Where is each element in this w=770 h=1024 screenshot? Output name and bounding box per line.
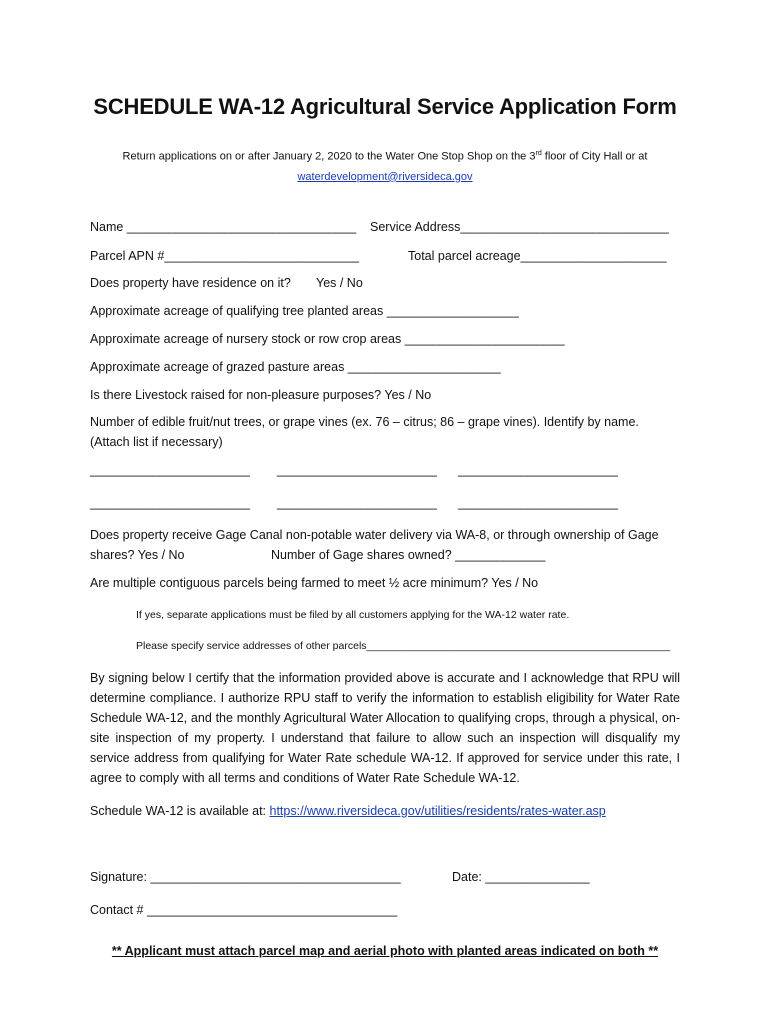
residence-options[interactable]: Yes / No	[316, 276, 363, 290]
contact-field[interactable]: Contact # ____________________________________	[90, 903, 398, 917]
contiguous-question[interactable]: Are multiple contiguous parcels being farmed to meet ½ acre minimum? Yes / No	[90, 576, 539, 590]
signature-field[interactable]: Signature: ____________________________________	[90, 870, 401, 884]
service-address-field[interactable]: Service Address______________________________	[370, 220, 669, 234]
grazed-acreage-field[interactable]: Approximate acreage of grazed pasture areas ______________________	[90, 360, 501, 374]
intro-text-post: floor of City Hall or at	[541, 150, 648, 163]
schedule-availability	[90, 804, 606, 818]
tree-entry-blank[interactable]: _______________________	[277, 463, 437, 477]
tree-entry-blank[interactable]: _______________________	[458, 463, 618, 477]
intro-text	[0, 144, 770, 187]
tree-entry-blank[interactable]: _______________________	[277, 496, 437, 510]
date-field[interactable]: Date: _______________	[452, 870, 590, 884]
parcel-apn-field[interactable]: Parcel APN #____________________________	[90, 249, 359, 263]
tree-entry-blank[interactable]: _______________________	[90, 496, 250, 510]
email-link[interactable]: waterdevelopment@riversideca.gov	[297, 170, 473, 183]
form-title: SCHEDULE WA-12 Agricultural Service Application Form	[93, 94, 677, 119]
if-yes-note: If yes, separate applications must be filed by all customers applying for the WA-12 water rate.	[136, 609, 570, 621]
trees-question-line1: Number of edible fruit/nut trees, or grape vines (ex. 76 – citrus; 86 – grape vines). Identify by name.	[90, 415, 639, 429]
other-parcels-field[interactable]: Please specify service addresses of other parcels____________________________________________________	[136, 640, 671, 652]
total-acreage-field[interactable]: Total parcel acreage_____________________	[408, 249, 667, 263]
tree-entry-blank[interactable]: _______________________	[90, 463, 250, 477]
nursery-acreage-field[interactable]: Approximate acreage of nursery stock or row crop areas _______________________	[90, 332, 565, 346]
tree-entry-blank[interactable]: _______________________	[458, 496, 618, 510]
intro-text-pre: Return applications on or after January 2, 2020 to the Water One Stop Shop on the 3	[122, 150, 536, 163]
attachment-requirement-note: ** Applicant must attach parcel map and aerial photo with planted areas indicated on both **	[111, 944, 659, 958]
schedule-label: Schedule WA-12 is available at:	[90, 804, 270, 818]
trees-question-line2: (Attach list if necessary)	[90, 435, 223, 449]
gage-shares-field[interactable]: Number of Gage shares owned? _____________	[271, 548, 546, 562]
gage-question-options[interactable]: shares? Yes / No	[90, 548, 185, 562]
schedule-url-link[interactable]: https://www.riversideca.gov/utilities/residents/rates-water.asp	[269, 804, 606, 818]
intro-superscript: rd	[535, 150, 542, 157]
tree-acreage-field[interactable]: Approximate acreage of qualifying tree planted areas ___________________	[90, 304, 519, 318]
gage-question-line1: Does property receive Gage Canal non-potable water delivery via WA-8, or through ownership of Gage	[90, 528, 659, 542]
certification-paragraph: By signing below I certify that the information provided above is accurate and I acknowledge that RPU will determine compliance. I authorize RPU staff to verify the information to establish eligibility for Water Rate Schedule WA-12, and the monthly Agricultural Water Allocation to qualifying crops, through a physical, on-site inspection of my property. I understand that failure to allow such an inspection will disqualify my service address from qualifying for Water Rate schedule WA-12. If approved for service under this rate, I agree to comply with all terms and conditions of Water Rate Schedule WA-12.	[90, 671, 680, 785]
name-field[interactable]: Name _________________________________	[90, 220, 357, 234]
residence-question: Does property have residence on it?	[90, 276, 291, 290]
livestock-question[interactable]: Is there Livestock raised for non-pleasure purposes? Yes / No	[90, 388, 432, 402]
